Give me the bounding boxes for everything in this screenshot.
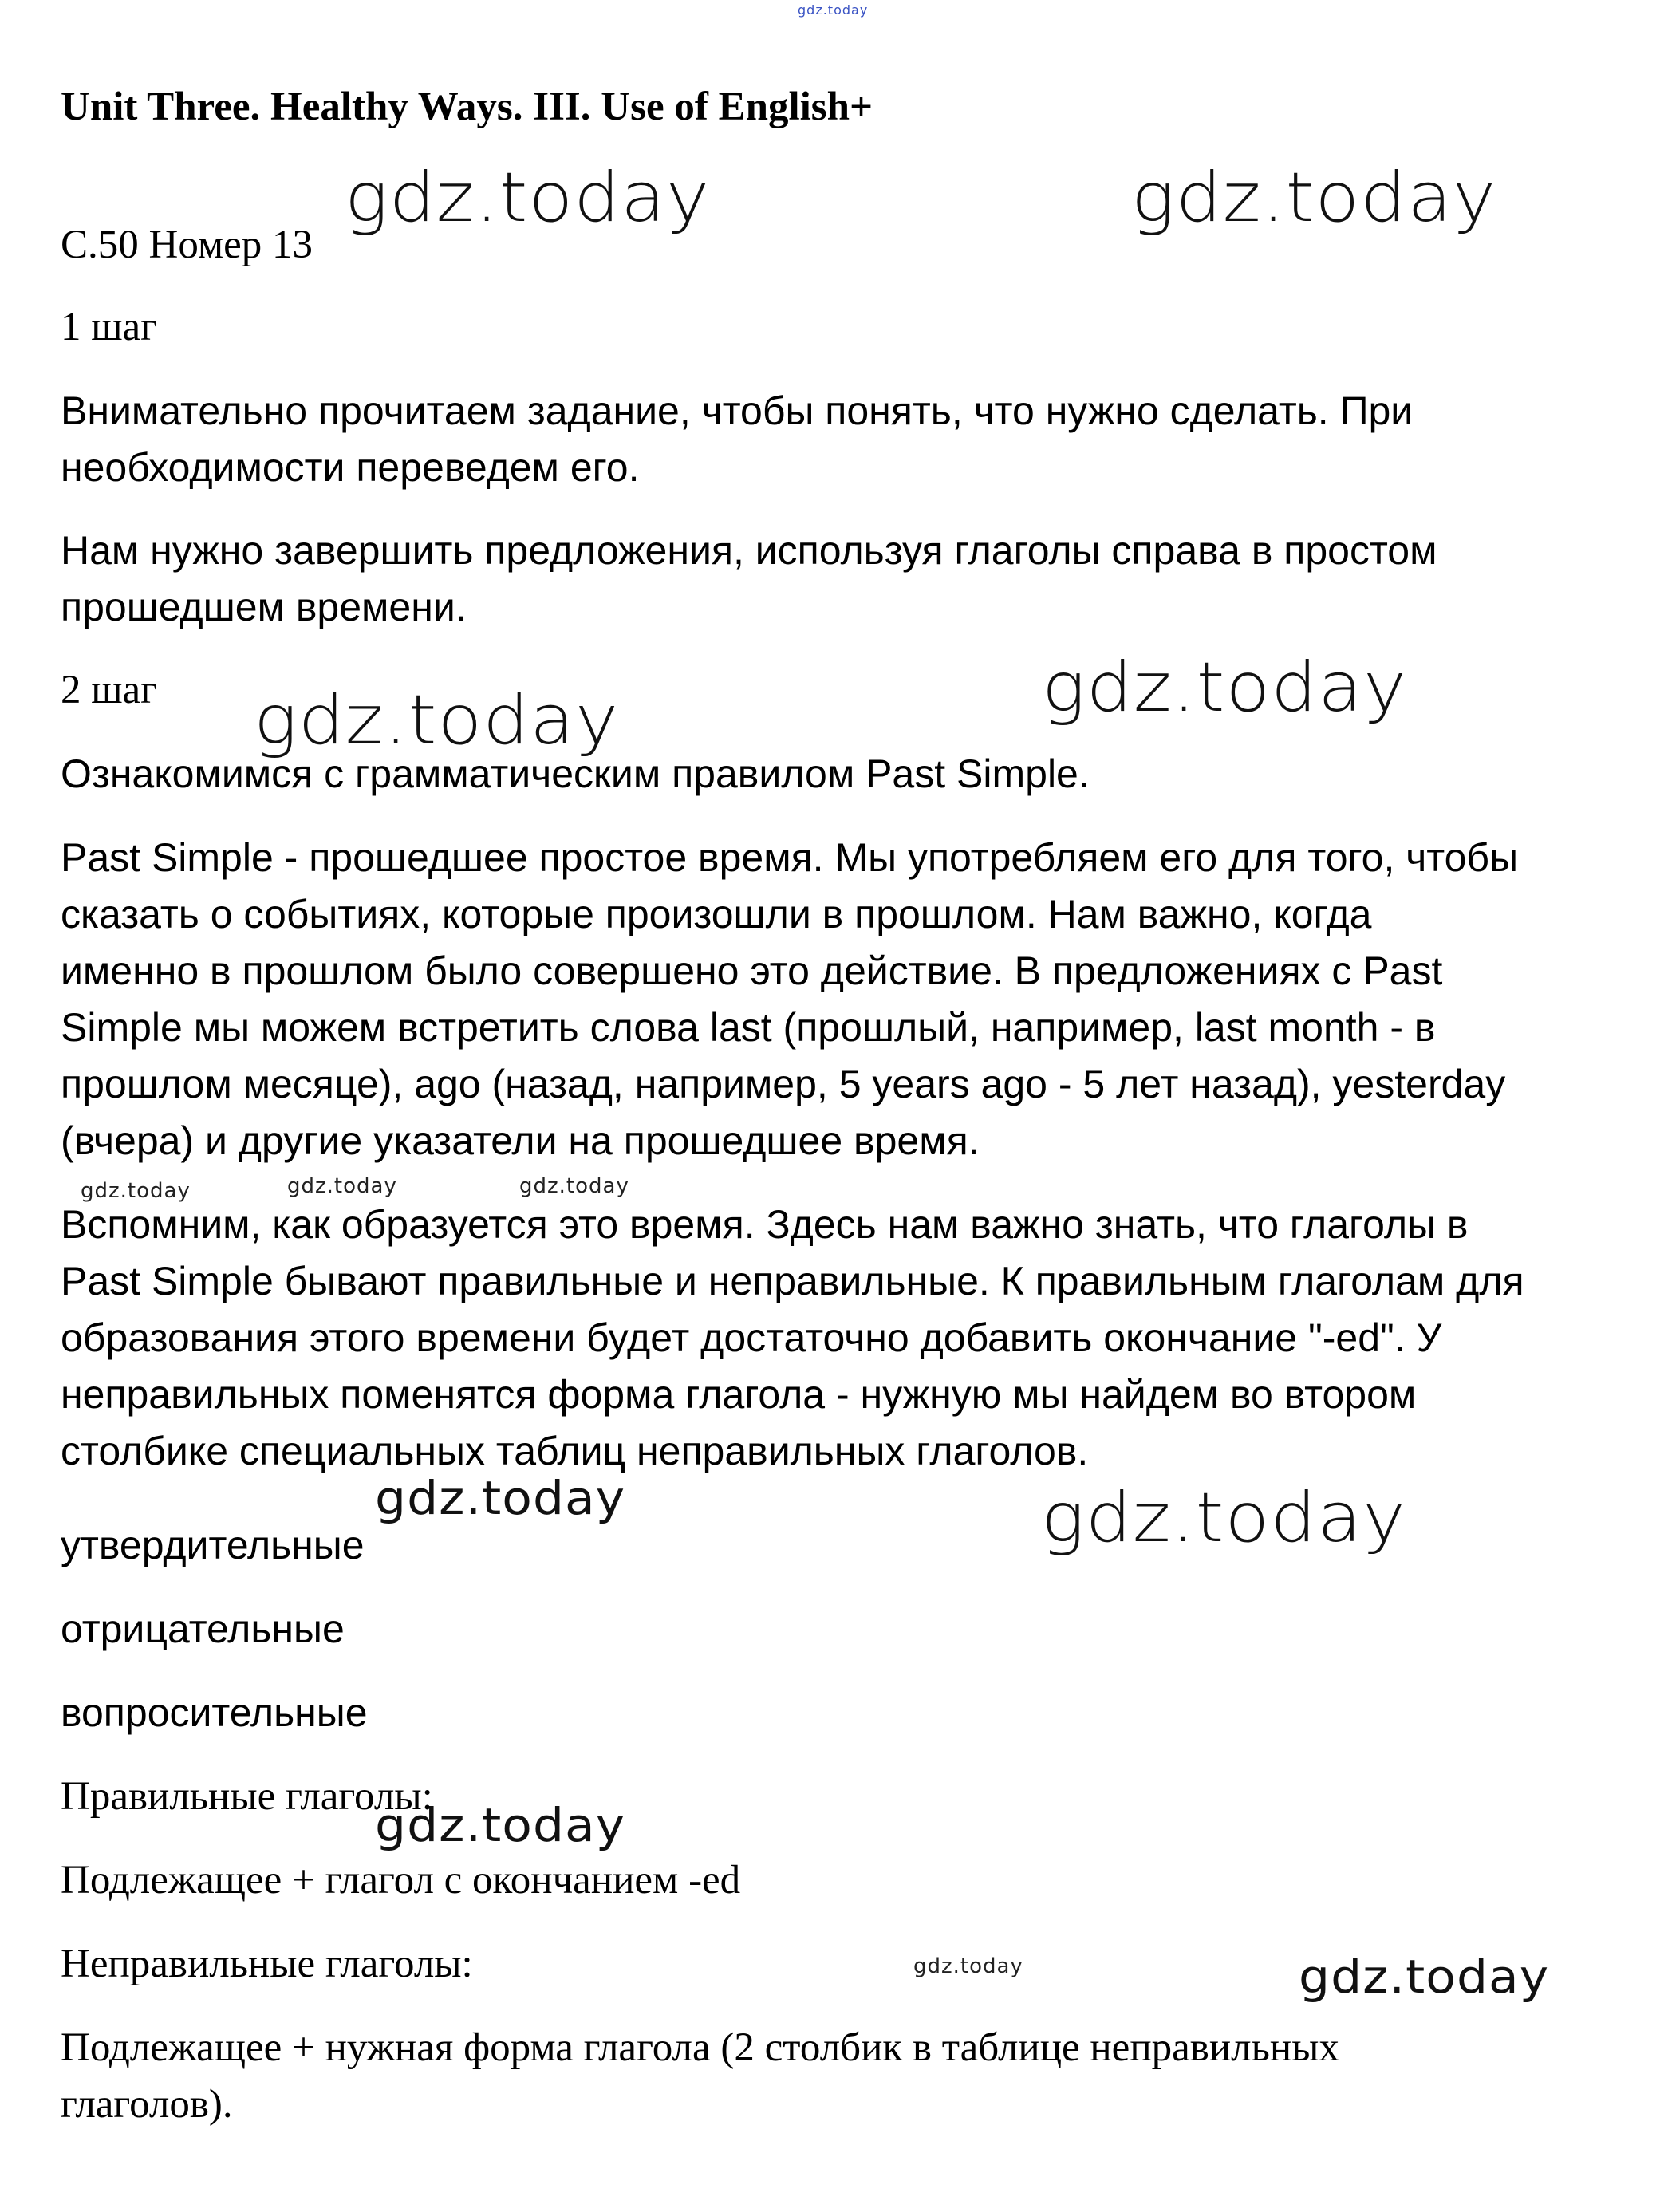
paragraph-line: Подлежащее + нужная форма глагола (2 столбик в таблице неправильных — [61, 2025, 1339, 2070]
form-negative: отрицательные — [61, 1607, 345, 1651]
paragraph-line: необходимости переведем его. — [61, 445, 640, 490]
paragraph-line: (вчера) и другие указатели на прошедшее время. — [61, 1118, 980, 1163]
paragraph-line: образования этого времени будет достаточно добавить окончание "-ed". У — [61, 1315, 1442, 1360]
paragraph-line: именно в прошлом было совершено это действие. В предложениях с Past — [61, 948, 1443, 993]
step-2-label: 2 шаг — [61, 668, 158, 712]
step-1-label: 1 шаг — [61, 305, 158, 349]
paragraph-line: неправильных поменятся форма глагола - нужную мы найдем во втором — [61, 1372, 1417, 1417]
paragraph-line: столбике специальных таблиц неправильных глаголов. — [61, 1429, 1089, 1473]
step-2-paragraph-1: Ознакомимся с грамматическим правилом Past Simple. — [61, 751, 1090, 796]
paragraph-line: Past Simple бывают правильные и неправильные. К правильным глаголам для — [61, 1259, 1524, 1303]
step-2-paragraph-2 — [61, 830, 1518, 1169]
paragraph-line: Вспомним, как образуется это время. Здесь нам важно знать, что глаголы в — [61, 1202, 1469, 1247]
watermark: gdz.today — [1041, 1478, 1407, 1558]
watermark: gdz.today — [375, 1471, 626, 1525]
watermark-small: gdz.today — [913, 1954, 1023, 1978]
form-interrogative: вопросительные — [61, 1690, 368, 1735]
irregular-verbs-formula — [61, 2020, 1339, 2133]
paragraph-line: Нам нужно завершить предложения, используя глаголы справа в простом — [61, 528, 1437, 573]
watermark-small: gdz.today — [519, 1174, 629, 1198]
step-1-paragraph-2 — [61, 522, 1437, 636]
paragraph-line: Past Simple - прошедшее простое время. Мы употребляем его для того, чтобы — [61, 835, 1519, 880]
form-affirmative: утвердительные — [61, 1523, 365, 1567]
watermark: gdz.today — [1299, 1950, 1550, 2004]
paragraph-line: Внимательно прочитаем задание, чтобы понять, что нужно сделать. При — [61, 388, 1414, 433]
task-reference: С.50 Номер 13 — [61, 223, 313, 267]
watermark-small: gdz.today — [287, 1174, 397, 1198]
paragraph-line: сказать о событиях, которые произошли в прошлом. Нам важно, когда — [61, 892, 1372, 936]
watermark: gdz.today — [1131, 158, 1497, 238]
watermark: gdz.today — [375, 1798, 626, 1852]
page-title: Unit Three. Healthy Ways. III. Use of English+ — [61, 85, 873, 129]
watermark: gdz.today — [1042, 648, 1408, 727]
watermark: gdz.today — [345, 158, 711, 238]
watermark: gdz.today — [254, 680, 620, 760]
irregular-verbs-label: Неправильные глаголы: — [61, 1942, 473, 1986]
step-1-paragraph-1 — [61, 383, 1413, 496]
step-2-paragraph-3 — [61, 1197, 1524, 1480]
paragraph-line: глаголов). — [61, 2082, 233, 2127]
regular-verbs-label: Правильные глаголы: — [61, 1774, 433, 1819]
watermark-small: gdz.today — [81, 1179, 191, 1203]
watermark-top: gdz.today — [798, 2, 869, 18]
paragraph-line: прошедшем времени. — [61, 585, 467, 629]
paragraph-line: Simple мы можем встретить слова last (прошлый, например, last month - в — [61, 1005, 1436, 1050]
regular-verbs-formula: Подлежащее + глагол с окончанием -ed — [61, 1858, 741, 1902]
paragraph-line: прошлом месяце), ago (назад, например, 5 years ago - 5 лет назад), yesterday — [61, 1062, 1506, 1106]
